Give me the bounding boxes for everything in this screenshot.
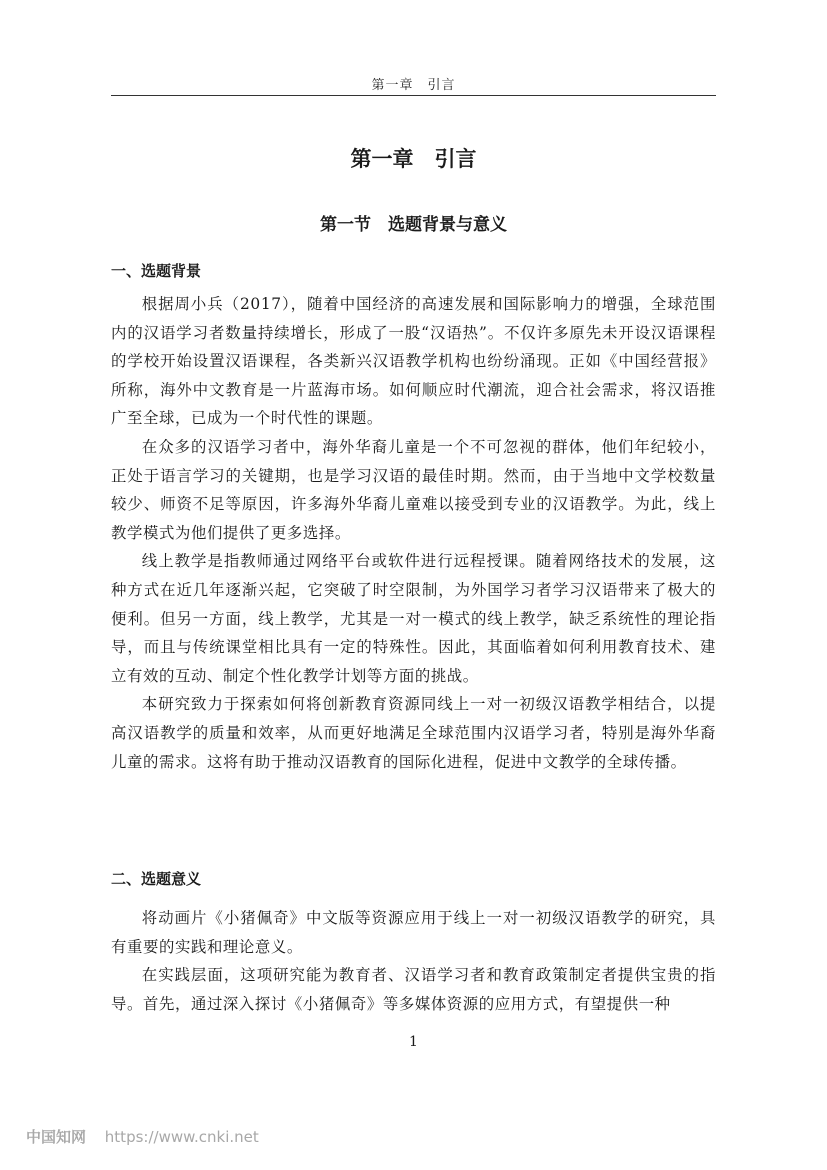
paragraph: 将动画片《小猪佩奇》中文版等资源应用于线上一对一初级汉语教学的研究，具有重要的实践和理论意义。: [111, 909, 716, 956]
paragraph: 在众多的汉语学习者中，海外华裔儿童是一个不可忽视的群体，他们年纪较小，正处于语言学习的关键期，也是学习汉语的最佳时期。然而，由于当地中文学校数量较少、师资不足等原因，许多海外华裔儿童难以接受到专业的汉语教学。为此，线上教学模式为他们提供了更多选择。: [111, 437, 716, 542]
running-head: 第一章 引言: [371, 78, 456, 93]
section-title: 第一节 选题背景与意义: [320, 215, 507, 235]
subsection-heading-background: 一、选题背景: [111, 262, 202, 280]
background-body: [111, 290, 716, 776]
header-rule: [111, 95, 716, 96]
watermark-url[interactable]: https://www.cnki.net: [104, 1128, 259, 1146]
paragraph: 本研究致力于探索如何将创新教育资源同线上一对一初级汉语教学相结合，以提高汉语教学的质量和效率，从而更好地满足全球范围内汉语学习者，特别是海外华裔儿童的需求。这将有助于推动汉语教育的国际化进程，促进中文教学的全球传播。: [111, 695, 716, 771]
subsection-heading-significance: 二、选题意义: [111, 870, 202, 888]
chapter-title: 第一章 引言: [350, 147, 477, 171]
paragraph: 在实践层面，这项研究能为教育者、汉语学习者和教育政策制定者提供宝贵的指导。首先，通过深入探讨《小猪佩奇》等多媒体资源的应用方式，有望提供一种: [111, 966, 716, 1013]
significance-body: [111, 904, 716, 1018]
watermark-site-name: 中国知网: [26, 1128, 87, 1146]
paragraph: 线上教学是指教师通过网络平台或软件进行远程授课。随着网络技术的发展，这种方式在近几年逐渐兴起，它突破了时空限制，为外国学习者学习汉语带来了极大的便利。但另一方面，线上教学，尤其是一对一模式的线上教学，缺乏系统性的理论指导，而且与传统课堂相比具有一定的特殊性。因此，其面临着如何利用教育技术、建立有效的互动、制定个性化教学计划等方面的挑战。: [111, 552, 716, 685]
paragraph: 根据周小兵（2017），随着中国经济的高速发展和国际影响力的增强，全球范围内的汉语学习者数量持续增长，形成了一股“汉语热”。不仅许多原先未开设汉语课程的学校开始设置汉语课程，各类新兴汉语教学机构也纷纷涌现。正如《中国经营报》所称，海外中文教育是一片蓝海市场。如何顺应时代潮流，迎合社会需求，将汉语推广至全球，已成为一个时代性的课题。: [111, 295, 716, 428]
cnki-watermark: [26, 1126, 259, 1147]
page-number: 1: [409, 1034, 418, 1050]
